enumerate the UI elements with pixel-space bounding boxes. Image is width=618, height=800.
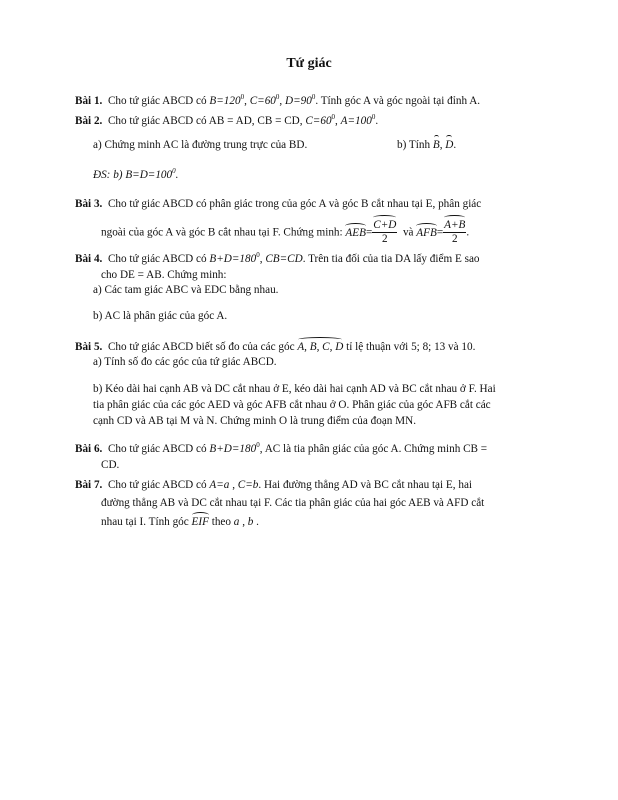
problem-1-label: Bài 1. bbox=[75, 95, 103, 107]
problem-6-tail: , AC là tia phân giác của góc A. Chứng minh CB = bbox=[259, 443, 488, 455]
problem-5-lead: Cho tứ giác ABCD biết số đo của các góc bbox=[107, 341, 295, 353]
problem-3-denominator-2: 2 bbox=[451, 233, 458, 245]
problem-1-deg-3: 0 bbox=[311, 93, 316, 101]
problem-3-fraction-1 bbox=[372, 218, 397, 246]
problem-2-answer-value: B=D=100 bbox=[125, 169, 173, 181]
problem-1-tail: . Tính góc A và góc ngoài tại đỉnh A. bbox=[315, 95, 481, 107]
problem-2-angle-b: B bbox=[432, 139, 440, 151]
problem-7-var-b: b bbox=[247, 516, 254, 528]
problem-4-tail: . Trên tia đối của tia DA lấy điểm E sao bbox=[302, 253, 480, 265]
problem-6-line-1 bbox=[75, 442, 487, 456]
problem-1-cond-d: D=90 bbox=[284, 95, 312, 107]
problem-3-numerator-2: A+B bbox=[444, 219, 466, 231]
problem-3-fraction-2 bbox=[443, 218, 466, 246]
problem-2-line: Bài 2. Cho tứ giác ABCD có AB = AD, CB = CD, $C=60^0$, $A=100^0$. bbox=[75, 113, 379, 127]
problem-5-part-b-1: b) Kéo dài hai cạnh AB và DC cắt nhau ở E, kéo dài hai cạnh AD và BC cắt nhau ở F. Hai bbox=[93, 383, 496, 395]
problem-1-cond-b: B=120 bbox=[209, 95, 241, 107]
problem-5-tail: tỉ lệ thuận với 5; 8; 13 và 10. bbox=[346, 341, 476, 353]
problem-3-text-2: ngoài của góc A và góc B cắt nhau tại F. Chứng minh: bbox=[101, 226, 343, 239]
problem-3-text-1: Cho tứ giác ABCD có phân giác trong của góc A và góc B cắt nhau tại E, phân giác bbox=[107, 198, 482, 210]
problem-2-deg-1: 0 bbox=[331, 113, 336, 121]
problem-3-line-1 bbox=[75, 197, 481, 211]
problem-3-label: Bài 3. bbox=[75, 198, 103, 210]
problem-5-angles: A, B, C, D bbox=[297, 341, 344, 353]
problem-1-deg-1: 0 bbox=[240, 93, 245, 101]
problem-4-label: Bài 4. bbox=[75, 253, 103, 265]
problem-7-angle-eif: EIF bbox=[191, 516, 209, 528]
problem-2-answer: ĐS: b) $B=D=100^0$. bbox=[93, 167, 179, 181]
problem-4-cond-2: CB=CD bbox=[265, 253, 303, 265]
problem-1-deg-2: 0 bbox=[275, 93, 280, 101]
problem-5-part-b-2: tia phân giác của các góc AED và góc AFB cắt nhau ở O. Phân giác của góc AFB cắt các bbox=[93, 399, 491, 411]
problem-4-part-b: b) AC là phân giác của góc A. bbox=[93, 310, 228, 322]
problem-2-lead: Cho tứ giác ABCD có AB = AD, CB = CD, bbox=[107, 115, 303, 127]
problem-7-label: Bài 7. bbox=[75, 479, 103, 491]
problem-5-part-a: a) Tính số đo các góc của tứ giác ABCD. bbox=[93, 356, 277, 368]
problem-7-tail: . Hai đường thẳng AD và BC cắt nhau tại E, hai bbox=[258, 479, 473, 491]
problem-4-lead: Cho tứ giác ABCD có bbox=[107, 253, 207, 265]
problem-1-cond-c: C=60 bbox=[249, 95, 276, 107]
problem-3-and: và bbox=[402, 226, 414, 239]
problem-4-deg: 0 bbox=[256, 251, 260, 259]
problem-7-line-1: Bài 7. Cho tứ giác ABCD có A=a , C=b. Hai đường thẳng AD và BC cắt nhau tại E, hai bbox=[75, 479, 473, 491]
problem-2-part-b: b) Tính B, D. bbox=[397, 139, 457, 151]
problem-7-line-2: đường thẳng AB và DC cắt nhau tại F. Các tia phân giác của hai góc AEB và AFD cắt bbox=[101, 497, 485, 509]
problem-2-part-b-lead: b) Tính bbox=[397, 139, 431, 151]
problem-4-cond: B+D=180 bbox=[209, 253, 257, 265]
problem-3-angle-afb: AFB bbox=[416, 226, 437, 239]
problem-6-lead: Cho tứ giác ABCD có bbox=[107, 443, 207, 455]
page-title: Tứ giác bbox=[286, 56, 332, 71]
problem-7-line-3: nhau tại I. Tính góc EIF theo a , b . bbox=[101, 516, 259, 528]
problem-1-lead: Cho tứ giác ABCD có bbox=[107, 95, 207, 107]
problem-4-line-1: Bài 4. Cho tứ giác ABCD có $B+D=180^0$, CB=CD. Trên tia đối của tia DA lấy điểm E sao bbox=[75, 251, 480, 265]
problem-3-line-2: ngoài của góc A và góc B cắt nhau tại F. Chứng minh: AEB= $\frac{C+D}{2}$ và AFB= $\frac{A+B}{2}$ . bbox=[101, 219, 470, 245]
problem-1-line: Bài 1. Cho tứ giác ABCD có $B=120^0$, $C=60^0$, $D=90^0$. Tính góc A và góc ngoài tại đỉnh A. bbox=[75, 93, 481, 107]
problem-2-cond-a: A=100 bbox=[340, 115, 372, 127]
problem-5-label: Bài 5. bbox=[75, 341, 103, 353]
problem-6-cond: B+D=180 bbox=[209, 443, 257, 455]
problem-3-angle-aeb: AEB bbox=[345, 226, 366, 239]
problem-3-denominator-1: 2 bbox=[382, 233, 388, 245]
problem-2-deg-2: 0 bbox=[371, 113, 376, 121]
problem-3-numerator-1: C+D bbox=[373, 219, 397, 231]
problem-6-line-2: CD. bbox=[101, 459, 120, 471]
problem-7-cond-a: A=a bbox=[209, 479, 230, 491]
problem-6-deg: 0 bbox=[256, 441, 260, 449]
problem-2-part-a: a) Chứng minh AC là đường trung trực của BD. bbox=[93, 139, 308, 151]
problem-4-part-a: a) Các tam giác ABC và EDC bằng nhau. bbox=[93, 284, 279, 296]
problem-7-lead: Cho tứ giác ABCD có bbox=[107, 479, 207, 491]
problem-4-line-2: cho DE = AB. Chứng minh: bbox=[101, 269, 227, 281]
problem-2-cond-c: C=60 bbox=[305, 115, 332, 127]
problem-7-line-3-mid: theo bbox=[211, 516, 231, 528]
problem-5-line-1 bbox=[75, 340, 475, 354]
problem-2-answer-lead: ĐS: b) bbox=[93, 169, 123, 181]
problem-6-label: Bài 6. bbox=[75, 443, 103, 455]
problem-2-angle-d: D bbox=[445, 139, 454, 151]
problem-5-part-b-3: cạnh CD và AB tại M và N. Chứng minh O là trung điểm của đoạn MN. bbox=[93, 415, 416, 427]
problem-7-cond-c: C=b bbox=[237, 479, 259, 491]
problem-2-answer-deg: 0 bbox=[172, 167, 176, 175]
problem-7-var-a: a bbox=[233, 516, 240, 528]
problem-7-line-3-lead: nhau tại I. Tính góc bbox=[101, 516, 189, 528]
problem-2-label: Bài 2. bbox=[75, 115, 103, 127]
